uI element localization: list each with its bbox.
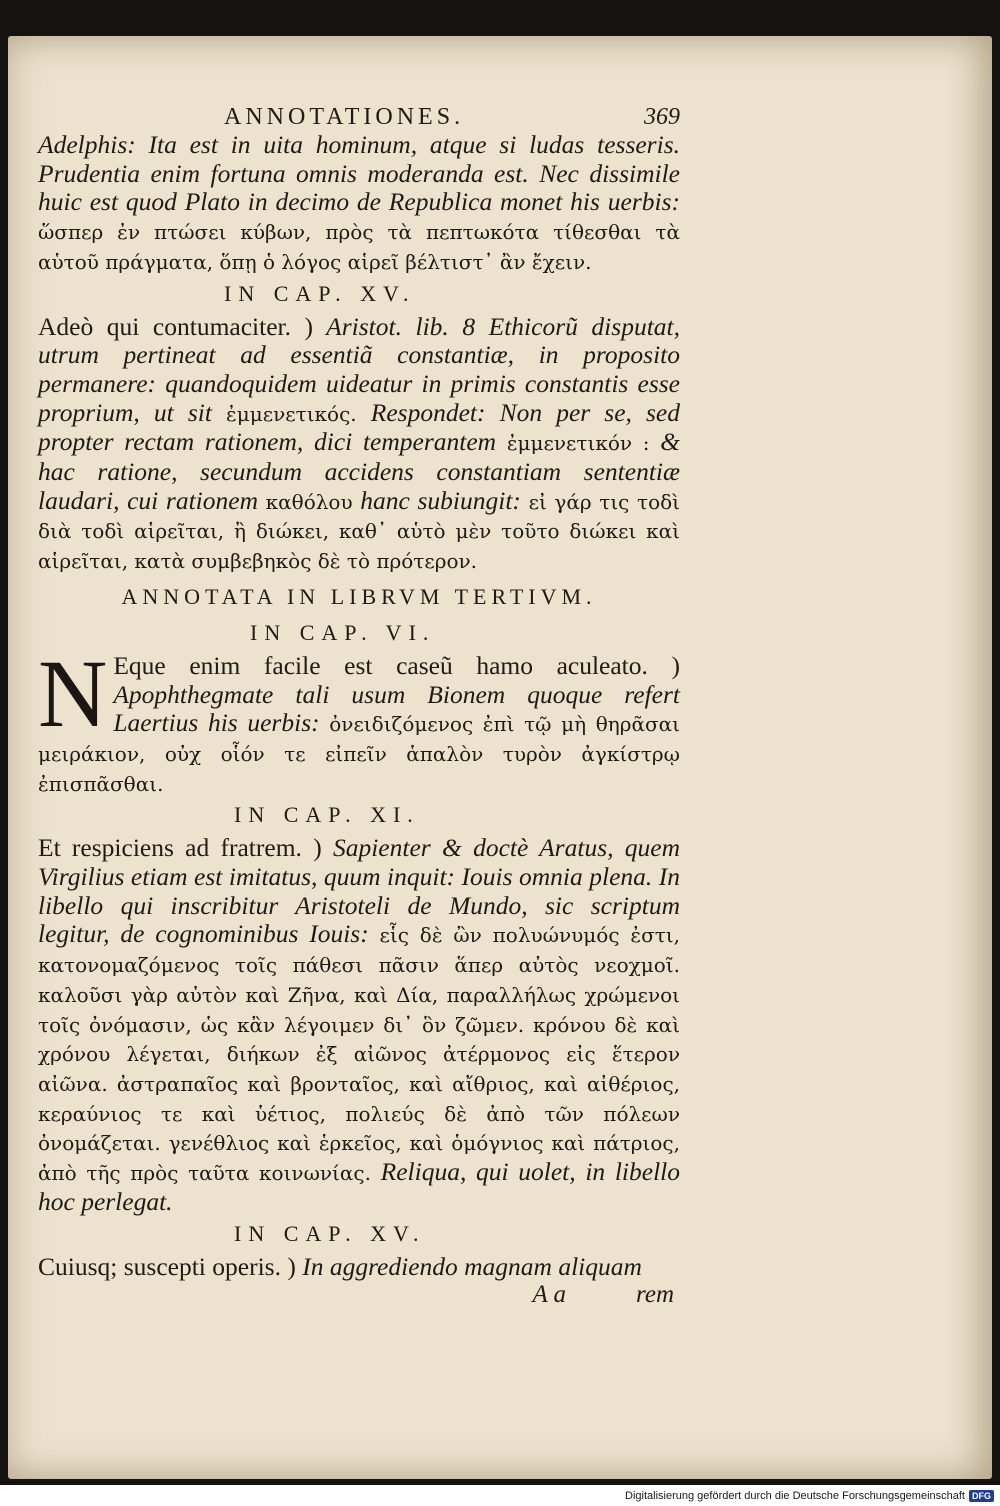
paragraph-2-greek-3: καθόλου bbox=[265, 489, 353, 514]
paragraph-2-text-c: & hac ratione, secundum accidens constantiam sententiæ laudari, cui rationem bbox=[38, 427, 681, 515]
paragraph-3-greek: ὀνειδιζόμενος ἐπὶ τῷ μὴ θηρᾶσαι μειράκιον, οὐχ οἷόν τε εἰπεῖν ἁπαλὸν τυρὸν ἀγκίστρῳ ἐπισπᾶσθαι. bbox=[38, 712, 680, 796]
paragraph-3 bbox=[38, 639, 680, 799]
paragraph-2-lead: Adeò qui contumaciter. ) bbox=[38, 311, 314, 341]
paragraph-2-greek-1: ἐμμενετικός. bbox=[226, 401, 357, 426]
page-number: 369 bbox=[644, 104, 680, 130]
paragraph-2 bbox=[38, 313, 680, 576]
catchword: rem bbox=[636, 1281, 674, 1309]
dfg-logo-icon: DFG bbox=[969, 1490, 994, 1502]
page-header bbox=[48, 104, 680, 131]
drop-cap-initial: N bbox=[38, 639, 108, 747]
paragraph-3-text: Apophthegmate tali usum Bionem quoque refert Laertius his uerbis: bbox=[113, 679, 680, 738]
chapter-heading-2: IN CAP. VI. bbox=[250, 619, 436, 645]
page-footer-line bbox=[38, 1281, 680, 1309]
paragraph-2-text-b: Respondet: Non per se, sed propter rectam rationem, dici temperantem bbox=[38, 397, 681, 457]
book-heading: ANNOTATA IN LIBRVM TERTIVM. bbox=[121, 583, 597, 609]
paragraph-4-lead: Et respiciens ad fratrem. ) bbox=[38, 833, 322, 863]
signature-mark: A a bbox=[532, 1281, 567, 1309]
paragraph-2-text: Aristot. lib. 8 Ethicorũ disputat, utrum pertineat ad essentiã constantiæ, in proposito permanere: quandoquidem uideatur in primis constantis esse proprium, ut sit bbox=[38, 311, 680, 427]
paragraph-3-wrap bbox=[38, 639, 680, 799]
book-page bbox=[8, 36, 992, 1479]
paragraph-5-lead: Cuiusq; suscepti operis. ) bbox=[38, 1251, 296, 1281]
chapter-heading-1: IN CAP. XV. bbox=[224, 280, 416, 306]
chapter-heading-3: IN CAP. XI. bbox=[234, 802, 420, 828]
funding-footer bbox=[0, 1485, 1000, 1506]
paragraph-1-greek: ὥσπερ ἐν πτώσει κύβων, πρὸς τὰ πεπτωκότα τίθεσθαι τὰ αὑτοῦ πράγματα, ὅπῃ ὁ λόγος αἱρεῖ βέλτιστ᾽ ἂν ἔχειν. bbox=[38, 220, 680, 274]
running-title: ANNOTATIONES. bbox=[224, 104, 465, 130]
paragraph-1-text: Adelphis: Ita est in uita hominum, atque si ludas tesseris. Prudentia enim fortuna omnis moderanda est. Nec dissimile huic est quod Plato in decimo de Republica monet his uerbis: bbox=[38, 130, 680, 217]
paragraph-2-greek-2: ἐμμενετικόν : bbox=[506, 431, 650, 456]
paragraph-5-text: In aggrediendo magnam aliquam bbox=[302, 1251, 642, 1281]
paragraph-2-greek-4: εἰ γάρ τις τοδὶ διὰ τοδὶ αἱρεῖται, ἢ διώκει, καθ᾽ αὑτὸ μὲν τοῦτο διώκει καὶ αἱρεῖται, κατὰ συμβεβηκὸς δὲ τὸ πρότερον. bbox=[38, 489, 680, 574]
paragraph-5 bbox=[38, 1253, 680, 1282]
paragraph-2-text-d: hanc subiungit: bbox=[360, 485, 521, 515]
paragraph-1 bbox=[38, 131, 680, 277]
funding-text: Digitalisierung gefördert durch die Deutsche Forschungsgemeinschaft bbox=[625, 1489, 965, 1502]
chapter-heading-4: IN CAP. XV. bbox=[234, 1220, 426, 1246]
paragraph-4-text-b: Reliqua, qui uolet, in libello hoc perlegat. bbox=[38, 1157, 680, 1216]
paragraph-3-lead: Eque enim facile est caseũ hamo aculeato. ) bbox=[113, 650, 680, 680]
paragraph-4-text: Sapienter & doctè Aratus, quem Virgilius etiam est imitatus, quum inquit: Iouis omnia plena. In libello qui inscribitur Aristoteli de Mundo, sic scriptum legitur, de cognominibus Iouis: bbox=[38, 833, 680, 949]
paragraph-4-greek: εἷς δὲ ὢν πολυώνυμός ἐστι, κατονομαζόμενος τοῖς πάθεσι πᾶσιν ἅπερ αὐτὸς νεοχμοῖ. καλοῦσι γὰρ αὐτὸν καὶ Ζῆνα, καὶ Δία, παραλλήλως χρώμενοι τοῖς ὀνόμασιν, ὡς κἂν λέγοιμεν δι᾽ ὃν ζῶμεν. κρόνου δὲ καὶ χρόνου λέγεται, διήκων ἐξ αἰῶνος ἀτέρμονος εἰς ἕτερον αἰῶνα. ἀστραπαῖος καὶ βρονταῖος, καὶ αἴθριος, καὶ αἰθέριος, κεραύνιος τε καὶ ὑέτιος, πολιεύς δὲ ἀπὸ τῶν πόλεων ὀνομάζεται. γενέθλιος καὶ ἑρκεῖος, καὶ ὁμόγνιος καὶ πάτριος, ἀπὸ τῆς πρὸς ταῦτα κοινωνίας. bbox=[38, 923, 681, 1186]
text-block bbox=[38, 104, 680, 1309]
paragraph-4 bbox=[38, 834, 680, 1216]
